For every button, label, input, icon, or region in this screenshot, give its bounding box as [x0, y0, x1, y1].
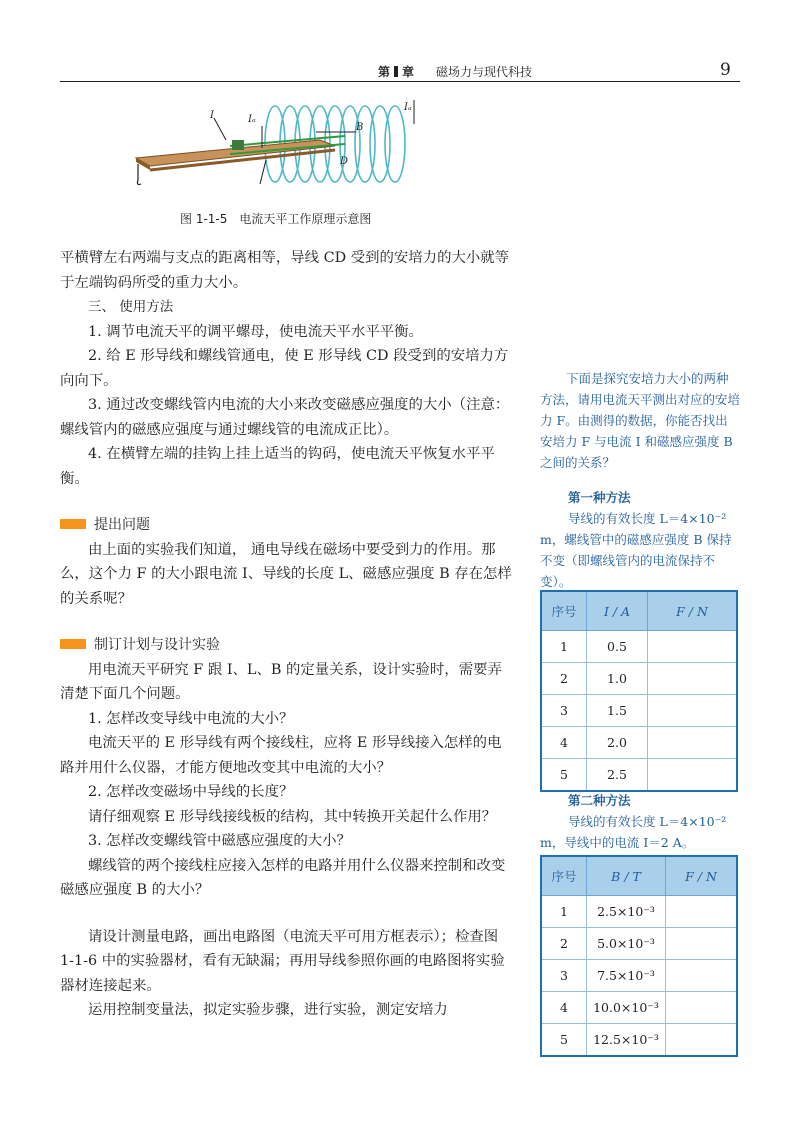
cell: 2.0	[587, 727, 648, 759]
cell: 1.5	[587, 695, 648, 727]
table-row	[541, 631, 737, 663]
table-row	[541, 960, 737, 992]
design-paragraph: 请设计测量电路，画出电路图（电流天平可用方框表示）；检查图 1-1-6 中的实验器材，看有无缺漏；再用导线参照你画的电路图将实验器材连接起来。	[60, 928, 505, 994]
chapter-prefix: 第	[378, 65, 391, 79]
input-cell[interactable]	[666, 928, 738, 960]
cell: 5.0×10⁻³	[587, 928, 666, 960]
method-1-desc: 导线的有效长度 L＝4×10⁻² m，螺线管中的磁感应强度 B 保持不变（即螺线管内的电流保持不变）。	[540, 511, 732, 589]
input-cell[interactable]	[648, 631, 738, 663]
col-index: 序号	[541, 856, 587, 896]
plan-q3: 3. 怎样改变螺线管中磁感应强度的大小？	[88, 833, 351, 849]
paragraph-1: 平横臂左右两端与支点的距离相等，导线 CD 受到的安培力的大小就等于左端钩码所受的重力大小。	[60, 250, 510, 291]
table-row	[541, 759, 737, 792]
side-intro: 下面是探究安培力大小的两种方法，请用电流天平测出对应的安培力 F。由测得的数据，你能否找出安培力 F 与电流 I 和磁感应强度 B 之间的关系？	[540, 371, 741, 470]
caption-text: 电流天平工作原理示意图	[239, 212, 372, 226]
pivot	[232, 140, 244, 150]
col-force: F / N	[666, 856, 738, 896]
plan-q3-detail: 螺线管的两个接线柱应接入怎样的电路并用什么仪器来控制和改变磁感应强度 B 的大小？	[60, 857, 506, 898]
current-balance-diagram	[130, 96, 420, 196]
plan-intro: 用电流天平研究 F 跟 I、L、B 的定量关系，设计实验时，需要弄清楚下面几个问题。	[60, 661, 502, 702]
current-arrow-in	[214, 118, 226, 140]
cell: 1.0	[587, 663, 648, 695]
hook	[137, 164, 141, 185]
col-field: B / T	[587, 856, 666, 896]
cell: 3	[541, 695, 587, 727]
label-b: B	[356, 122, 364, 133]
table-row	[541, 928, 737, 960]
cell: 2.5×10⁻³	[587, 896, 666, 928]
caption-number: 图 1-1-5	[180, 212, 228, 226]
input-cell[interactable]	[648, 663, 738, 695]
section-question	[60, 513, 512, 538]
header-rule	[60, 81, 740, 82]
cell: 4	[541, 727, 587, 759]
step-2: 2. 给 E 形导线和螺线管通电，使 E 形导线 CD 段受到的安培力方向向下。	[60, 348, 509, 389]
figure-caption	[180, 210, 383, 227]
section-question-title: 提出问题	[94, 517, 150, 533]
cell: 2	[541, 928, 587, 960]
cell: 1	[541, 896, 587, 928]
plan-q1: 1. 怎样改变导线中电流的大小？	[88, 710, 294, 727]
table-row	[541, 992, 737, 1024]
cell: 2	[541, 663, 587, 695]
cell: 0.5	[587, 631, 648, 663]
input-cell[interactable]	[648, 695, 738, 727]
cell: 7.5×10⁻³	[587, 960, 666, 992]
table-row	[541, 896, 737, 928]
label-ib: Iₐ	[404, 102, 412, 113]
spacer	[60, 903, 512, 925]
question-paragraph: 由上面的实验我们知道， 通电导线在磁场中要受到力的作用。那么，这个力 F 的大小跟电流 I、导线的长度 L、磁感应强度 B 存在怎样的关系呢？	[60, 541, 512, 607]
page-number: 9	[720, 60, 731, 80]
plan-q1-detail: 电流天平的 E 形导线有两个接线柱，应将 E 形导线接入怎样的电路并用什么仪器，才能方便地改变其中电流的大小？	[60, 735, 502, 776]
table-header-row	[541, 591, 737, 631]
current-balance-figure	[130, 96, 420, 196]
method-2-title: 第二种方法	[568, 793, 631, 808]
table-row	[541, 1024, 737, 1057]
cell: 5	[541, 759, 587, 792]
method-1-title: 第一种方法	[568, 490, 631, 505]
section-plan-title: 制订计划与设计实验	[94, 637, 220, 653]
current-arrow-out	[260, 160, 266, 184]
section-marker	[60, 519, 86, 529]
step-4: 4. 在横臂左端的挂钩上挂上适当的钩码，使电流天平恢复水平平衡。	[60, 446, 495, 487]
input-cell[interactable]	[666, 992, 738, 1024]
side-note-2	[540, 790, 740, 853]
table-row	[541, 695, 737, 727]
col-force: F / N	[648, 591, 738, 631]
plan-q2-detail: 请仔细观察 E 形导线接线板的结构，其中转换开关起什么作用？	[88, 808, 497, 825]
cell: 3	[541, 960, 587, 992]
section-marker	[60, 639, 86, 649]
step-3: 3. 通过改变螺线管内电流的大小来改变磁感应强度的大小（注意：螺线管内的磁感应强度与通过螺线管的电流成正比）。	[60, 397, 510, 438]
step-1: 1. 调节电流天平的调平螺母，使电流天平水平平衡。	[88, 323, 423, 340]
input-cell[interactable]	[666, 1024, 738, 1057]
cell: 10.0×10⁻³	[587, 992, 666, 1024]
section-plan	[60, 633, 512, 658]
cell: 1	[541, 631, 587, 663]
table-row	[541, 727, 737, 759]
input-cell[interactable]	[648, 759, 738, 792]
chapter-bar	[394, 66, 398, 77]
cell: 2.5	[587, 759, 648, 792]
method-paragraph: 运用控制变量法，拟定实验步骤，进行实验，测定安培力	[88, 1002, 448, 1018]
col-index: 序号	[541, 591, 587, 631]
cell: 12.5×10⁻³	[587, 1024, 666, 1057]
col-current: I / A	[587, 591, 648, 631]
cell: 4	[541, 992, 587, 1024]
chapter-subtitle: 磁场力与现代科技	[436, 65, 533, 79]
label-ia: Iₐ	[248, 114, 256, 125]
table-method-2	[540, 855, 738, 1057]
cell: 5	[541, 1024, 587, 1057]
table-header-row	[541, 856, 737, 896]
label-d: D	[340, 156, 349, 167]
chapter-suffix: 章	[402, 65, 415, 79]
table-row	[541, 663, 737, 695]
input-cell[interactable]	[648, 727, 738, 759]
usage-heading: 三、 使用方法	[88, 299, 174, 315]
method-2-desc: 导线的有效长度 L＝4×10⁻² m，导线中的电流 I＝2 A。	[540, 814, 727, 850]
chapter-label	[378, 63, 414, 80]
table-method-1	[540, 590, 738, 792]
input-cell[interactable]	[666, 960, 738, 992]
page-header	[60, 60, 740, 82]
plan-q2: 2. 怎样改变磁场中导线的长度？	[88, 784, 294, 800]
main-text	[60, 246, 512, 1023]
input-cell[interactable]	[666, 896, 738, 928]
label-i: I	[210, 110, 214, 121]
side-note	[540, 368, 740, 592]
